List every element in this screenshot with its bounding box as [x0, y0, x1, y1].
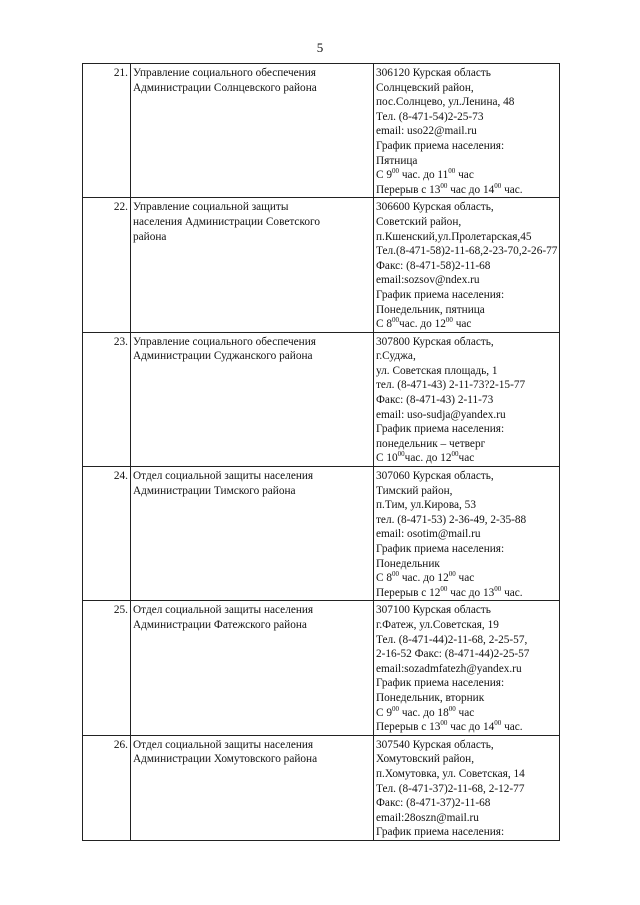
contact-info-line: График приема населения:	[376, 139, 505, 152]
organization-name	[131, 332, 374, 466]
time-minutes: 00	[440, 585, 448, 594]
organization-name	[131, 64, 374, 198]
organization-name	[131, 198, 374, 332]
time-text: час. до 12	[404, 452, 452, 465]
contact-info-line: Тел. (8-471-54)2-25-73	[376, 110, 484, 123]
contact-info-line: 307800 Курская область,	[376, 335, 494, 348]
time-text: час. до 11	[399, 169, 449, 182]
contact-info-line: Понедельник, вторник	[376, 691, 485, 704]
contact-info	[374, 467, 560, 601]
contact-info-line: п.Тим, ул.Кирова, 53	[376, 499, 476, 512]
time-minutes: 00	[448, 570, 456, 579]
time-text: Перерыв с 13	[376, 721, 441, 734]
time-text: час	[455, 572, 475, 585]
time-minutes: 00	[494, 719, 502, 728]
time-minutes: 00	[397, 450, 405, 459]
time-text: час до 14	[447, 183, 495, 196]
contact-info-line: 307060 Курская область,	[376, 470, 494, 483]
row-number: 25.	[83, 601, 131, 735]
time-minutes: 00	[448, 167, 456, 176]
time-text: час.	[501, 183, 523, 196]
time-minutes: 00	[392, 167, 400, 176]
contact-info-line: Факс: (8-471-43) 2-11-73	[376, 394, 494, 407]
contact-info-line: 306120 Курская область	[376, 67, 491, 79]
contact-info-line: тел. (8-471-43) 2-11-73?2-15-77	[376, 379, 526, 392]
organization-name-line: населения Администрации Советского	[133, 215, 321, 228]
organization-name	[131, 467, 374, 601]
contact-info	[374, 332, 560, 466]
reception-hours	[376, 706, 557, 721]
row-number: 21.	[83, 64, 131, 198]
organization-name-line: района	[133, 230, 167, 243]
contact-info-line: Понедельник, пятница	[376, 303, 485, 316]
page-number: 5	[316, 40, 324, 55]
time-text: час. до 12	[399, 572, 449, 585]
contact-info-line: Пятница	[376, 154, 418, 167]
organization-name-line: Отдел социальной защиты населения	[133, 738, 314, 751]
table-row	[83, 332, 560, 466]
time-text: С 9	[376, 169, 393, 182]
time-text: С 8	[376, 318, 393, 331]
contact-info-line: Солнцевский район,	[376, 81, 474, 94]
time-text: С 10	[376, 452, 398, 465]
break-hours	[376, 183, 557, 198]
contact-info-line: г.Фатеж, ул.Советская, 19	[376, 618, 499, 631]
time-text: час. до 12	[399, 318, 446, 331]
contact-info-line: email:sozsov@ndex.ru	[376, 274, 480, 287]
break-hours	[376, 720, 557, 735]
contact-info-line: Факс: (8-471-58)2-11-68	[376, 259, 491, 272]
contact-info-line: email:sozadmfatezh@yandex.ru	[376, 662, 522, 675]
time-minutes: 00	[440, 719, 448, 728]
contact-info-line: Тел.(8-471-58)2-11-68,2-23-70,2-26-77	[376, 245, 558, 258]
time-text: час.	[501, 721, 523, 734]
organization-name-line: Администрации Суджанского района	[133, 350, 313, 363]
organization-name	[131, 735, 374, 840]
time-text: час до 14	[447, 721, 495, 734]
contact-info-line: п.Хомутовка, ул. Советская, 14	[376, 767, 525, 780]
contact-info-line: 307100 Курская область	[376, 604, 491, 617]
organization-name	[131, 601, 374, 735]
time-minutes: 00	[448, 704, 456, 713]
contact-info-line: Факс: (8-471-37)2-11-68	[376, 797, 491, 810]
time-minutes: 00	[451, 450, 459, 459]
contact-info-line: График приема населения:	[376, 288, 505, 301]
contact-info-line: г.Суджа,	[376, 350, 416, 363]
contact-info-line: График приема населения:	[376, 826, 505, 839]
contact-info-line: тел. (8-471-53) 2-36-49, 2-35-88	[376, 513, 527, 526]
contact-info-line: email: uso-sudja@yandex.ru	[376, 408, 506, 421]
contact-info-line: email: osotim@mail.ru	[376, 528, 481, 541]
time-text: С 9	[376, 706, 393, 719]
time-text: Перерыв с 12	[376, 586, 441, 599]
time-minutes: 00	[392, 570, 400, 579]
contact-info-line: Хомутовский район,	[376, 753, 475, 766]
contact-info-line: Понедельник	[376, 557, 440, 570]
time-text: час	[458, 452, 475, 465]
organization-name-line: Администрации Фатежского района	[133, 618, 307, 631]
time-text: час	[455, 169, 474, 182]
table-row	[83, 198, 560, 332]
time-text: час.	[501, 586, 523, 599]
contact-info-line: Тел. (8-471-44)2-11-68, 2-25-57,	[376, 633, 528, 646]
time-text: С 8	[376, 572, 393, 585]
contact-info-line: 306600 Курская область,	[376, 201, 494, 214]
contact-info-line: email: uso22@mail.ru	[376, 125, 477, 138]
organization-name-line: Управление социального обеспечения	[133, 67, 316, 79]
contact-info-line: 2-16-52 Факс: (8-471-44)2-25-57	[376, 648, 530, 661]
organization-name-line: Управление социального обеспечения	[133, 335, 316, 348]
row-number: 26.	[83, 735, 131, 840]
reception-hours	[376, 451, 557, 466]
contact-info-line: ул. Советская площадь, 1	[376, 364, 498, 377]
contact-info-line: email:28oszn@mail.ru	[376, 811, 479, 824]
organization-name-line: Отдел социальной защиты населения	[133, 470, 314, 483]
time-text: час до 13	[447, 586, 495, 599]
contact-info-line: понедельник – четверг	[376, 437, 486, 450]
organization-name-line: Отдел социальной защиты населения	[133, 604, 314, 617]
time-minutes: 00	[494, 585, 502, 594]
time-text: час	[452, 318, 472, 331]
contact-info-line: Советский район,	[376, 215, 462, 228]
contact-info-line: График приема населения:	[376, 423, 505, 436]
time-minutes: 00	[440, 181, 448, 190]
time-text: Перерыв с 13	[376, 183, 441, 196]
reception-hours	[376, 571, 557, 586]
contact-info-line: График приема населения:	[376, 677, 505, 690]
time-text: час. до 18	[399, 706, 449, 719]
break-hours	[376, 586, 557, 601]
reception-hours	[376, 317, 557, 332]
organization-name-line: Администрации Солнцевского района	[133, 81, 317, 94]
table-row	[83, 64, 560, 198]
time-minutes: 00	[392, 704, 400, 713]
time-minutes: 00	[494, 181, 502, 190]
contact-info-line: Тел. (8-471-37)2-11-68, 2-12-77	[376, 782, 525, 795]
time-minutes: 00	[445, 316, 453, 325]
reception-hours	[376, 168, 557, 183]
contacts-table	[82, 63, 560, 841]
row-number: 22.	[83, 198, 131, 332]
table-row	[83, 467, 560, 601]
row-number: 24.	[83, 467, 131, 601]
contact-info-line: Тимский район,	[376, 484, 453, 497]
contact-info-line: п.Кшенский,ул.Пролетарская,45	[376, 230, 532, 243]
contact-info-line: График приема населения:	[376, 543, 505, 555]
organization-name-line: Администрации Хомутовского района	[133, 753, 318, 766]
organization-name-line: Администрации Тимского района	[133, 484, 296, 497]
time-text: час	[455, 706, 475, 719]
table-row	[83, 735, 560, 840]
contact-info-line: 307540 Курская область,	[376, 738, 494, 751]
contact-info	[374, 198, 560, 332]
contact-info	[374, 735, 560, 840]
organization-name-line: Управление социальной защиты	[133, 201, 289, 214]
contact-info	[374, 601, 560, 735]
table-row	[83, 601, 560, 735]
time-minutes: 00	[392, 316, 400, 325]
contact-info-line: пос.Солнцево, ул.Ленина, 48	[376, 96, 515, 109]
row-number: 23.	[83, 332, 131, 466]
contact-info	[374, 64, 560, 198]
